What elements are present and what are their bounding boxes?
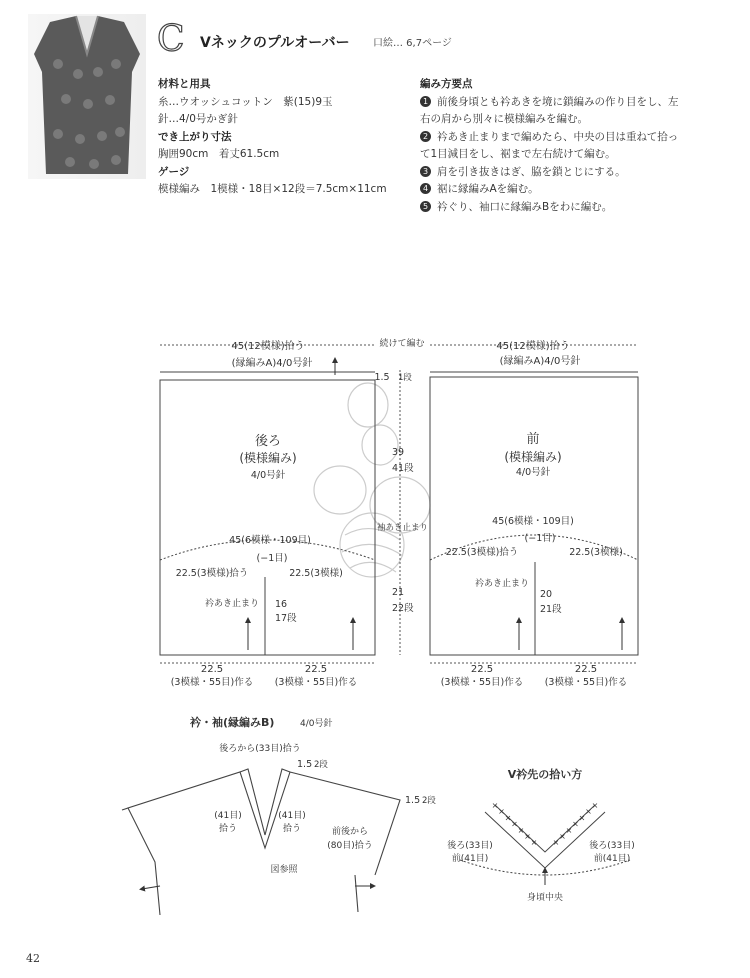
armhole-length: 39 (392, 447, 405, 458)
pattern-letter: C (157, 19, 185, 60)
front-neck-rows: 21段 (540, 604, 562, 615)
back-name: 後ろ (254, 434, 282, 449)
pickup-mark: × (491, 801, 499, 810)
back-stitch: (模様編み) (239, 451, 297, 465)
page-number: 42 (26, 952, 40, 965)
front-half-right: 22.5(3模様) (569, 547, 623, 558)
pickup-mark: × (524, 832, 531, 841)
step-number: 5 (420, 201, 431, 212)
pickup-mark: × (530, 838, 538, 848)
step-item: 3 肩を引き抜きはぎ、脇を鎖とじにする。 (420, 164, 720, 182)
back-neck-stop: 衿あき止まり (204, 599, 260, 609)
pickup-mark: × (504, 813, 512, 823)
back-bottom-right-2: (3模様・55目)作る (274, 677, 358, 688)
step-item-cont: 右の肩から別々に模様編みを編む。 (420, 113, 588, 125)
front-half-left: 22.5(3模様)拾う (445, 547, 519, 558)
pickup-mark: × (552, 838, 560, 848)
front-needle: 4/0号針 (515, 467, 551, 478)
back-needle: 4/0号針 (250, 470, 286, 481)
gauge-text: 模様編み 1模様・18目×12段＝7.5cm×11cm (158, 183, 387, 195)
front-neck-stop: 衿あき止まり (474, 579, 530, 589)
step-item: 4 裾に縁編みAを編む。 (420, 181, 720, 199)
pickup-mark: × (585, 807, 592, 817)
front-bottom-left-2: (3模様・55目)作る (440, 677, 524, 688)
step-item-cont: て1目減目をし、裾まで左右続けて編む。 (420, 148, 616, 160)
collar-right-pick-2: 拾う (282, 824, 302, 834)
pickup-mark: × (565, 825, 573, 835)
front-bottom-right-2: (3模様・55目)作る (544, 677, 628, 688)
materials-heading: 材料と用具 (158, 78, 211, 90)
back-half-left: 22.5(3模様)拾う (175, 568, 249, 579)
front-stitch: (模様編み) (504, 450, 562, 464)
sleeve-stop: 袖あき止まり (377, 523, 429, 533)
size-text: 胸囲90cm 着丈61.5cm (158, 148, 280, 160)
back-mid-width: 45(6模様・109目) (229, 535, 311, 546)
collar-needle: 4/0号針 (300, 719, 333, 729)
front-decrease: (−1目) (524, 533, 556, 544)
continue-label: 続けて編む (379, 339, 425, 349)
front-bottom-right-1: 22.5 (574, 664, 598, 675)
back-half-right: 22.5(3模様) (289, 568, 343, 579)
front-neck-length: 20 (540, 589, 553, 600)
step-number: 4 (420, 183, 431, 194)
vneck-diagram (460, 805, 630, 875)
step-number: 3 (420, 166, 431, 177)
back-top-edge: (縁編みA)4/0号針 (231, 358, 313, 369)
pickup-mark: × (559, 832, 566, 841)
sleeve-edge-rows: 2段 (422, 796, 436, 806)
vneck-right-1: 後ろ(33目) (589, 841, 635, 851)
step-number: 2 (420, 131, 431, 142)
back-decrease: (−1目) (256, 553, 288, 564)
vneck-center: 身頃中央 (526, 893, 564, 903)
step-item: 1 前後身頃とも衿あきを境に鎖編みの作り目をし、左 (420, 94, 720, 112)
sleeve-edge-height: 1.5 (405, 795, 421, 806)
steps-heading: 編み方要点 (420, 78, 473, 90)
front-piece (430, 372, 638, 655)
needle-text: 針…4/0号かぎ針 (158, 113, 238, 125)
back-bottom-left-1: 22.5 (200, 664, 224, 675)
pickup-mark: × (572, 819, 579, 829)
front-name: 前 (526, 432, 540, 447)
vneck-right-2: 前(41目) (593, 854, 631, 864)
front-top-width: 45(12模様)拾う (496, 341, 570, 352)
step-item: 2 衿あき止まりまで編めたら、中央の目は重ねて拾っ (420, 129, 720, 147)
vneck-left-2: 前(41目) (451, 854, 489, 864)
yarn-illustration (314, 383, 430, 577)
collar-left-pick-2: 拾う (218, 824, 238, 834)
collar-ref: 図参照 (270, 865, 298, 875)
yarn-text: 糸…ウオッシュコットン 紫(15)9玉 (158, 95, 333, 108)
step-number: 1 (420, 96, 431, 107)
back-bottom-left-2: (3模様・55目)作る (170, 677, 254, 688)
page-reference: 口絵… 6,7ページ (373, 38, 452, 49)
sleeve-pick-1: 前後から (331, 827, 369, 837)
back-neck-rows: 17段 (275, 613, 297, 624)
side-rows: 22段 (392, 603, 414, 614)
edge-rows: 1段 (398, 373, 412, 383)
front-top-edge: (縁編みA)4/0号針 (499, 356, 581, 367)
back-top-width: 45(12模様)拾う (231, 341, 305, 352)
collar-back-pick: 後ろから(33目)拾う (219, 744, 301, 754)
collar-edge-height: 1.5 (297, 759, 313, 770)
vneck-left-1: 後ろ(33目) (447, 841, 493, 851)
edge-height: 1.5 (374, 372, 390, 383)
collar-left-pick-1: (41目) (214, 811, 242, 821)
pickup-mark: × (591, 801, 599, 810)
front-mid-width: 45(6模様・109目) (492, 516, 574, 527)
side-length: 21 (392, 587, 405, 598)
step-item: 5 衿ぐり、袖口に縁編みBをわに編む。 (420, 199, 720, 217)
collar-edge-rows: 2段 (314, 760, 328, 770)
collar-title: 衿・袖(縁編みB) (190, 716, 275, 729)
pickup-mark: × (578, 813, 586, 823)
armhole-rows: 41段 (392, 463, 414, 474)
front-bottom-left-1: 22.5 (470, 664, 494, 675)
size-heading: でき上がり寸法 (158, 130, 232, 143)
back-bottom-right-1: 22.5 (304, 664, 328, 675)
pattern-title: Vネックのプルオーバー (200, 35, 350, 51)
gauge-heading: ゲージ (158, 165, 190, 178)
collar-right-pick-1: (41目) (278, 811, 306, 821)
pickup-mark: × (517, 825, 525, 835)
vneck-title: V衿先の拾い方 (507, 768, 583, 781)
sleeve-pick-2: (80目)拾う (327, 841, 373, 851)
pickup-mark: × (498, 807, 505, 817)
back-neck-length: 16 (275, 599, 288, 610)
pickup-mark: × (511, 819, 518, 829)
